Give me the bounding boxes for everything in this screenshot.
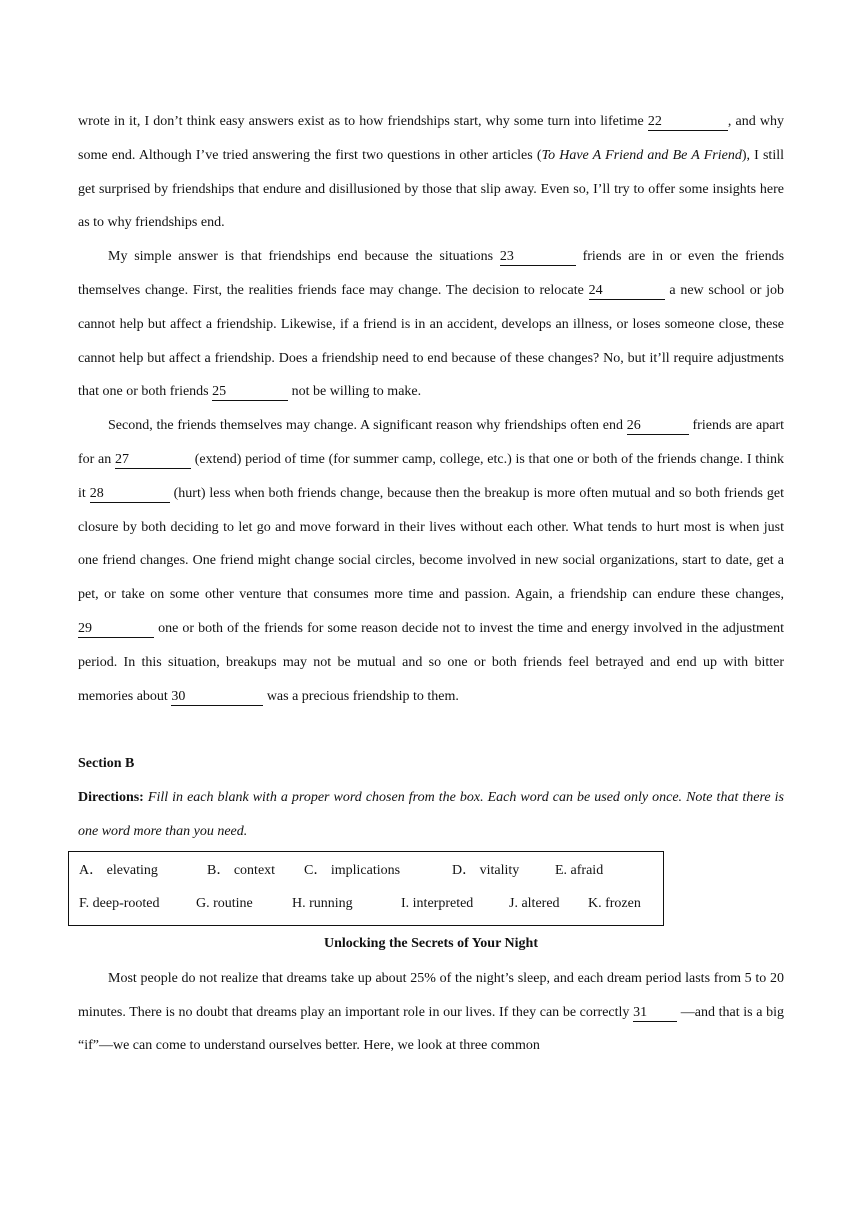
paragraph-4 xyxy=(78,962,784,1063)
blank-27: 27 xyxy=(115,452,191,469)
word-option: K. frozen xyxy=(588,896,641,912)
text: Second, the friends themselves may change. A significant reason why friendships often end xyxy=(108,418,623,434)
text: friends are apart for an xyxy=(78,418,785,467)
blank-25: 25 xyxy=(212,384,288,401)
text: (hurt) less when both friends change, because then the breakup is more often mutual and so both friends get closure by both deciding to let go and move forward in their lives without each other. What tends to hurt most is when just one friend changes. One friend might change social circles, become involved in new social organizations, start to date, get a pet, or take on some other venture that consumes more time and passion. Again, a friendship can endure these changes, xyxy=(78,485,785,603)
paragraph-1 xyxy=(78,105,784,240)
blank-24: 24 xyxy=(589,283,665,300)
blank-23: 23 xyxy=(500,249,576,266)
word-option: B． context xyxy=(207,862,276,878)
text: —and that is a big “if”—we can come to understand ourselves better. Here, we look at three common xyxy=(78,1004,785,1054)
word-option: G. routine xyxy=(196,896,253,912)
text: Most people do not realize that dreams take up about 25% of the night’s sleep, and each dream period lasts from 5 to 20 minutes. There is no doubt that dreams play an important role in our lives. If they can be correctly xyxy=(78,970,784,1020)
word-box xyxy=(68,851,664,926)
text: , and why some end. Although I’ve tried answering the first two questions in other articles ( xyxy=(78,114,784,163)
word-option: D． vitality xyxy=(452,862,520,878)
passage-title: Unlocking the Secrets of Your Night xyxy=(323,935,539,951)
blank-22: 22 xyxy=(648,114,728,131)
text: friends are in or even the friends themselves change. First, the realities friends face may change. The decision to relocate xyxy=(78,249,785,298)
article-titles: To Have A Friend and Be A Friend xyxy=(541,147,742,163)
word-option: C． implications xyxy=(304,862,401,878)
directions-text: Fill in each blank with a proper word chosen from the box. Each word can be used only once. Note that there is one word more than you need. xyxy=(78,790,784,839)
word-option: H. running xyxy=(292,896,353,912)
text: not be willing to make. xyxy=(291,384,422,400)
section-b-heading: Section B xyxy=(78,756,135,772)
blank-31: 31 xyxy=(633,1005,677,1022)
word-box-row-2 xyxy=(79,887,663,921)
word-option: E. afraid xyxy=(555,862,604,878)
word-option: F. deep-rooted xyxy=(79,896,160,912)
text: one or both of the friends for some reason decide not to invest the time and energy involved in the adjustment period. In this situation, breakups may not be mutual and so one or both friends feel betrayed and end up with bitter memories about xyxy=(78,620,784,704)
paragraph-2 xyxy=(78,240,784,409)
blank-28: 28 xyxy=(90,486,170,503)
word-option: J. altered xyxy=(509,896,560,912)
text: was a precious friendship to them. xyxy=(266,688,459,704)
document-page xyxy=(78,105,784,1063)
word-option: A． elevating xyxy=(79,862,158,878)
paragraph-3 xyxy=(78,409,784,713)
text: My simple answer is that friendships end because the situations xyxy=(108,249,494,265)
word-option: I. interpreted xyxy=(401,896,474,912)
word-box-row-1 xyxy=(79,854,663,888)
blank-26: 26 xyxy=(627,418,689,435)
directions xyxy=(78,781,784,849)
text: ), I still get surprised by friendships that endure and disillusioned by those that slip away. Even so, I’ll try to offer some insights here as to why friendships end. xyxy=(78,147,784,231)
text: a new school or job cannot help but affect a friendship. Likewise, if a friend is in an accident, develops an illness, or loses someone close, these cannot help but affect a friendship. Does a friendship need to end because of these changes? No, but it’ll require adjustments that one or both friends xyxy=(78,282,785,400)
directions-label: Directions: xyxy=(78,790,144,806)
text: (extend) period of time (for summer camp, college, etc.) is that one or both of the friends change. I think it xyxy=(78,451,785,501)
blank-29: 29 xyxy=(78,621,154,638)
text: wrote in it, I don’t think easy answers exist as to how friendships start, why some turn into lifetime xyxy=(78,114,644,129)
blank-30: 30 xyxy=(171,689,263,706)
